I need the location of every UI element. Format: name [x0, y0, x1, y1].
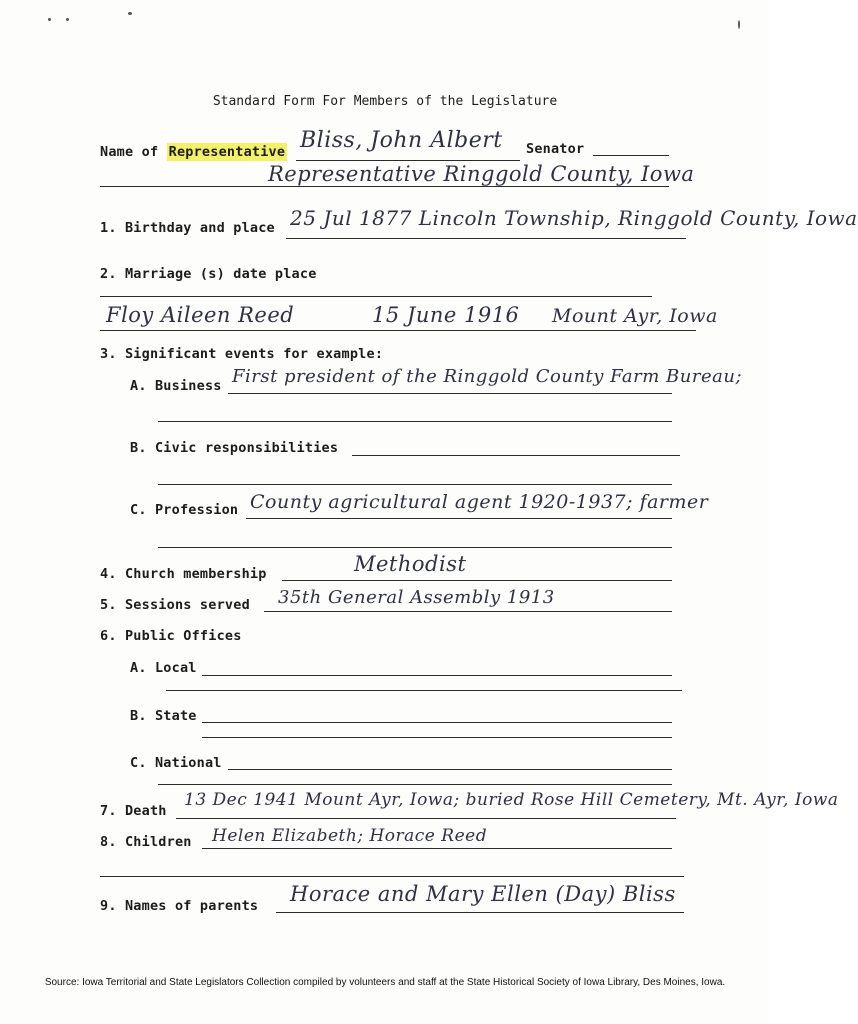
parents-label: 9. Names of parents — [100, 898, 259, 914]
death-label: 7. Death — [100, 803, 167, 819]
death-line — [176, 818, 676, 819]
birthday-line — [286, 238, 686, 239]
children-line-1 — [202, 848, 672, 849]
birthday-value: 25 Jul 1877 Lincoln Township, Ringgold County, Iowa — [290, 206, 858, 230]
sessions-label: 5. Sessions served — [100, 597, 250, 613]
marriage-label: 2. Marriage (s) date place — [100, 266, 317, 282]
civic-line-1 — [352, 455, 680, 456]
profession-line-2 — [158, 547, 672, 548]
events-label: 3. Significant events for example: — [100, 346, 384, 362]
business-value: First president of the Ringgold County Farm Bureau; — [232, 366, 743, 387]
birthday-label: 1. Birthday and place — [100, 220, 275, 236]
marriage-value-date: 15 June 1916 — [372, 303, 520, 327]
church-line — [282, 580, 672, 581]
marriage-line-2 — [100, 330, 696, 331]
sessions-value: 35th General Assembly 1913 — [278, 587, 555, 608]
name-line — [296, 160, 520, 161]
marriage-value-place: Mount Ayr, Iowa — [552, 305, 718, 327]
marriage-value-name: Floy Aileen Reed — [106, 303, 295, 327]
national-line-1 — [228, 769, 672, 770]
state-label: B. State — [130, 708, 197, 724]
form-title: Standard Form For Members of the Legislature — [212, 94, 558, 109]
local-line-1 — [202, 675, 672, 676]
business-label: A. Business — [130, 378, 222, 394]
church-value: Methodist — [354, 552, 467, 576]
national-label: C. National — [130, 755, 222, 771]
business-line-2 — [158, 421, 672, 422]
children-label: 8. Children — [100, 834, 192, 850]
local-label: A. Local — [130, 660, 197, 676]
name-label — [100, 144, 287, 160]
church-label: 4. Church membership — [100, 566, 267, 582]
name-value: Bliss, John Albert — [300, 128, 503, 153]
business-line-1 — [228, 393, 672, 394]
scan-speck — [48, 18, 51, 21]
children-value: Helen Elizabeth; Horace Reed — [212, 826, 488, 846]
national-line-2 — [158, 784, 672, 785]
source-caption: Source: Iowa Territorial and State Legislators Collection compiled by volunteers and staff at the State Historical Society of Iowa Library, Des Moines, Iowa. — [44, 977, 726, 988]
scan-speck — [128, 12, 132, 15]
profession-line-1 — [246, 518, 672, 519]
civic-label: B. Civic responsibilities — [130, 440, 339, 456]
name-line-2 — [100, 186, 669, 187]
senator-line — [593, 155, 669, 156]
offices-label: 6. Public Offices — [100, 628, 242, 644]
profession-value: County agricultural agent 1920-1937; farmer — [250, 491, 709, 513]
marriage-line-1 — [100, 296, 652, 297]
senator-label: Senator — [526, 141, 585, 157]
death-value: 13 Dec 1941 Mount Ayr, Iowa; buried Rose Hill Cemetery, Mt. Ayr, Iowa — [184, 790, 839, 810]
children-line-2 — [100, 876, 684, 877]
sessions-line — [264, 611, 672, 612]
profession-label: C. Profession — [130, 502, 239, 518]
local-line-2 — [166, 690, 682, 691]
scan-speck — [738, 20, 740, 29]
parents-value: Horace and Mary Ellen (Day) Bliss — [290, 882, 676, 906]
state-line-1 — [202, 722, 672, 723]
parents-line — [276, 912, 684, 913]
name-label-prefix: Name of — [100, 144, 159, 160]
name-value-line2: Representative Ringgold County, Iowa — [268, 162, 695, 186]
civic-line-2 — [158, 484, 672, 485]
state-line-2 — [202, 737, 672, 738]
representative-highlight: Representative — [168, 144, 286, 160]
scan-speck — [66, 18, 69, 21]
